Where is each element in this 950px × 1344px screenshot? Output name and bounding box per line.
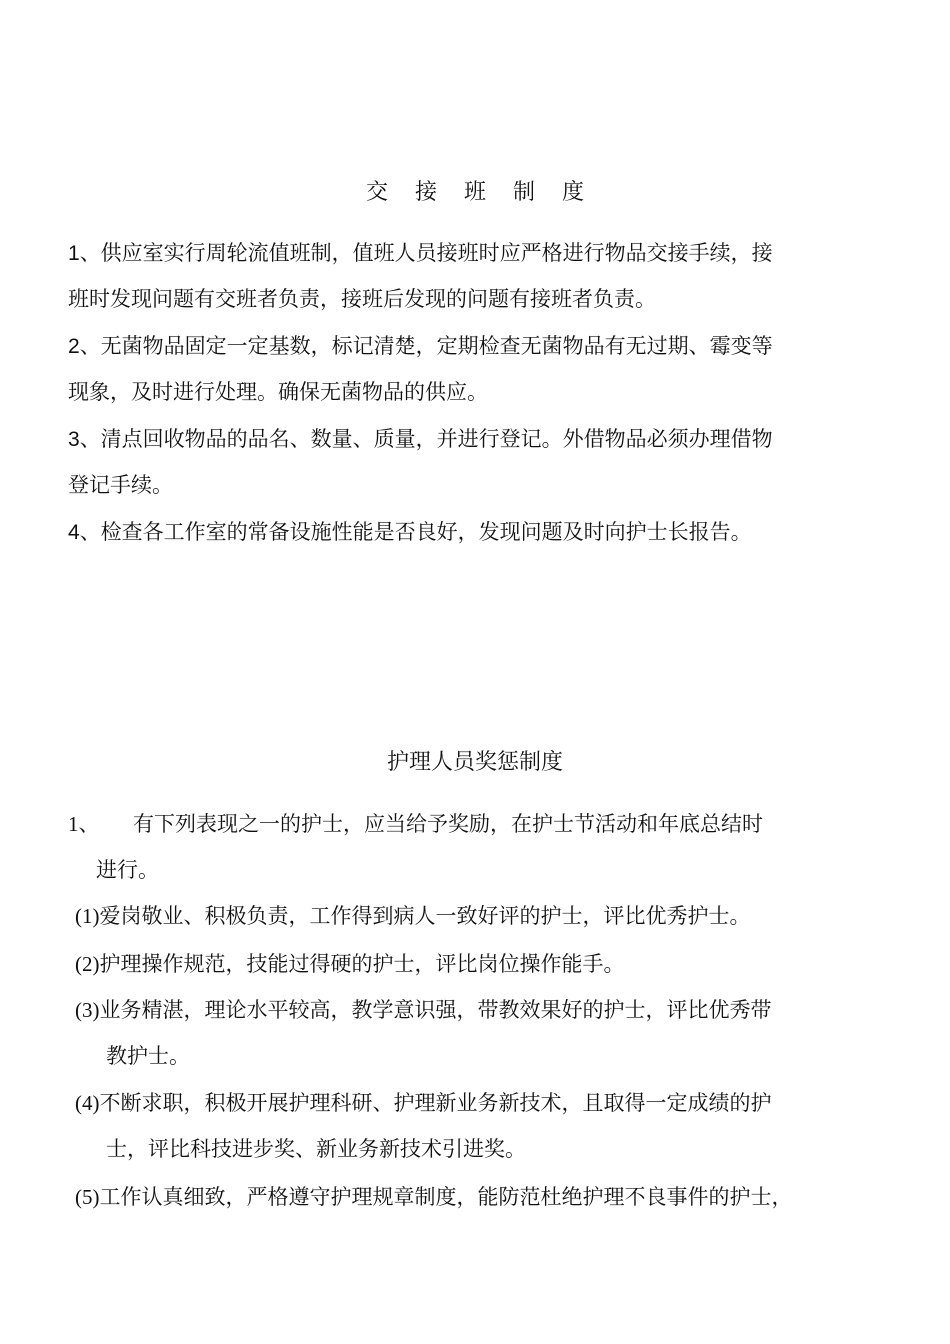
subitem-number: (3) [75, 998, 100, 1022]
section-title-rewards-penalties: 护理人员奖惩制度 [386, 750, 563, 775]
rule-3-line-1 [68, 424, 773, 455]
rule-text: 、清点回收物品的品名、数量、质量，并进行登记。外借物品必须办理借物 [79, 427, 773, 451]
subitem-text: 工作认真细致，严格遵守护理规章制度，能防范杜绝护理不良事件的护士， [99, 1185, 793, 1209]
rule-1-line-2: 班时发现问题有交班者负责，接班后发现的问题有接班者负责。 [68, 287, 656, 311]
subitem-number: (5) [75, 1185, 100, 1209]
item-1-number: 1、 [68, 812, 100, 836]
subitem-text: 护理操作规范，技能过得硬的护士，评比岗位操作能手。 [99, 952, 625, 976]
subitem-4-line-1 [75, 1088, 772, 1118]
subitem-text: 不断求职，积极开展护理科研、护理新业务新技术，且取得一定成绩的护 [99, 1091, 772, 1115]
section-title-handover: 交 接 班 制 度 [366, 180, 594, 205]
rule-4-line-1 [68, 517, 752, 548]
subitem-3-line-1 [75, 995, 772, 1025]
subitem-2-line-1 [75, 949, 625, 979]
rule-2-line-2: 现象，及时进行处理。确保无菌物品的供应。 [68, 380, 488, 404]
subitem-4-line-2: 士，评比科技进步奖、新业务新技术引进奖。 [106, 1137, 526, 1161]
subitem-1-line-1 [75, 901, 751, 931]
subitem-text: 爱岗敬业、积极负责，工作得到病人一致好评的护士，评比优秀护士。 [99, 904, 751, 928]
rule-1-line-1 [68, 238, 773, 269]
item-1-line-2: 进行。 [96, 858, 159, 882]
subitem-number: (2) [75, 952, 100, 976]
subitem-5-line-1 [75, 1182, 793, 1212]
rule-number: 3 [68, 428, 80, 451]
subitem-number: (1) [75, 904, 100, 928]
rule-number: 2 [68, 335, 80, 358]
subitem-number: (4) [75, 1091, 100, 1115]
rule-text: 、无菌物品固定一定基数，标记清楚，定期检查无菌物品有无过期、霉变等 [79, 334, 773, 358]
rule-number: 1 [68, 242, 80, 265]
item-1-line-1: 有下列表现之一的护士，应当给予奖励，在护士节活动和年底总结时 [133, 812, 763, 836]
subitem-3-line-2: 教护士。 [106, 1044, 190, 1068]
rule-number: 4 [68, 521, 80, 544]
rule-text: 、检查各工作室的常备设施性能是否良好，发现问题及时向护士长报告。 [79, 520, 752, 544]
subitem-text: 业务精湛，理论水平较高，教学意识强，带教效果好的护士，评比优秀带 [99, 998, 772, 1022]
rule-3-line-2: 登记手续。 [68, 473, 173, 497]
rule-2-line-1 [68, 331, 773, 362]
rule-text: 、供应室实行周轮流值班制，值班人员接班时应严格进行物品交接手续，接 [79, 241, 773, 265]
